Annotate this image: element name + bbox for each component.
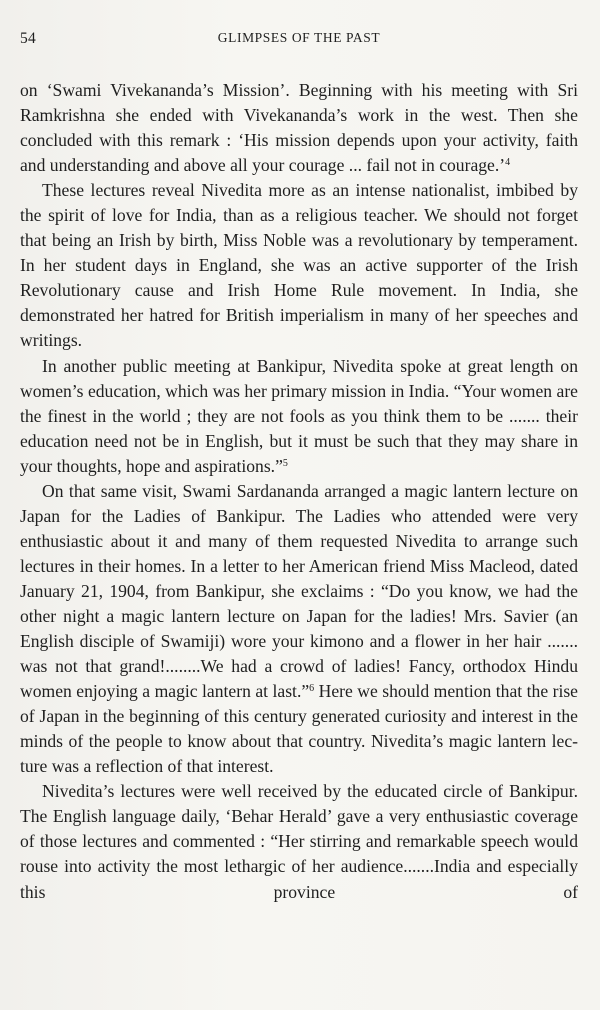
- footnote-marker: 5: [282, 457, 288, 469]
- paragraph-text: On that same visit, Swami Sardananda arranged a magic lantern lecture on Japan for the Ladies of Bankipur. The Ladies who attended were very enthusiastic about it and many of them requested Nivedita to arrange such lectures in their homes. In a letter to her American friend Miss Macleod, dated January 21, 1904, from Bankipur, she exclaims : “Do you know, we had the other night a magic lantern lecture on Japan for the ladies! Mrs. Savier (an English disciple of Swamiji) wore your kimono and a flower in her hair ....... was not that grand!........We had a crowd of ladies! Fancy, orthodox Hindu women enjoying a magic lantern at last.”: [20, 480, 578, 702]
- paragraph-text: These lectures reveal Nivedita more as an intense nationalist, imbibed by the spirit of love for India, than as a religious teacher. We should not forget that being an Irish by birth, Miss Noble was a revolutionary by temperament. In her student days in England, she was an active supporter of the Irish Revolutionary cause and Irish Home Rule movement. In India, she demonstrated her hatred for British imperialism in many of her speeches and writings.: [20, 180, 578, 351]
- paragraph: [20, 779, 578, 904]
- paragraph: [20, 479, 578, 780]
- paragraph-text: Nivedita’s lectures were well received by the educated circle of Bankipur. The English language daily, ‘Behar Herald’ gave a very enthusiastic coverage of those lectures and commented : “Her stirring and remarkable speech would rouse into activity the most lethargic of her audience.......India and especially this province of: [20, 781, 578, 902]
- body-text: [20, 78, 578, 905]
- running-title: GLIMPSES OF THE PAST: [217, 30, 381, 45]
- paragraph: [20, 354, 578, 479]
- paragraph-text: In another public meeting at Bankipur, Nivedita spoke at great length on women’s education, which was her primary mission in India. “Your women are the finest in the world ; they are not fools as you think them to be ....... their education need not be in English, but it must be such that they may share in your thoughts, hope and aspirations.”: [20, 355, 578, 476]
- footnote-marker: 4: [505, 157, 511, 169]
- paragraph-continuation: Here we should mention that the rise of Japan in the beginning of this century generated curiosity and interest in the minds of the people to know about that country. Nivedita’s magic lantern lecture was a reflection of that interest.: [20, 681, 578, 777]
- page-header: [20, 30, 578, 56]
- paragraph-text: on ‘Swami Vivekananda’s Mission’. Beginning with his meeting with Sri Ramkrishna she ended with Vivekananda’s work in the west. Then she concluded with this remark : ‘His mission depends upon your activity, faith and understanding and above all your courage ... fail not in courage.’: [20, 80, 578, 176]
- footnote-marker: 6: [309, 683, 315, 695]
- paragraph: [20, 78, 578, 178]
- paragraph: [20, 178, 578, 353]
- page-number: 54: [20, 30, 36, 47]
